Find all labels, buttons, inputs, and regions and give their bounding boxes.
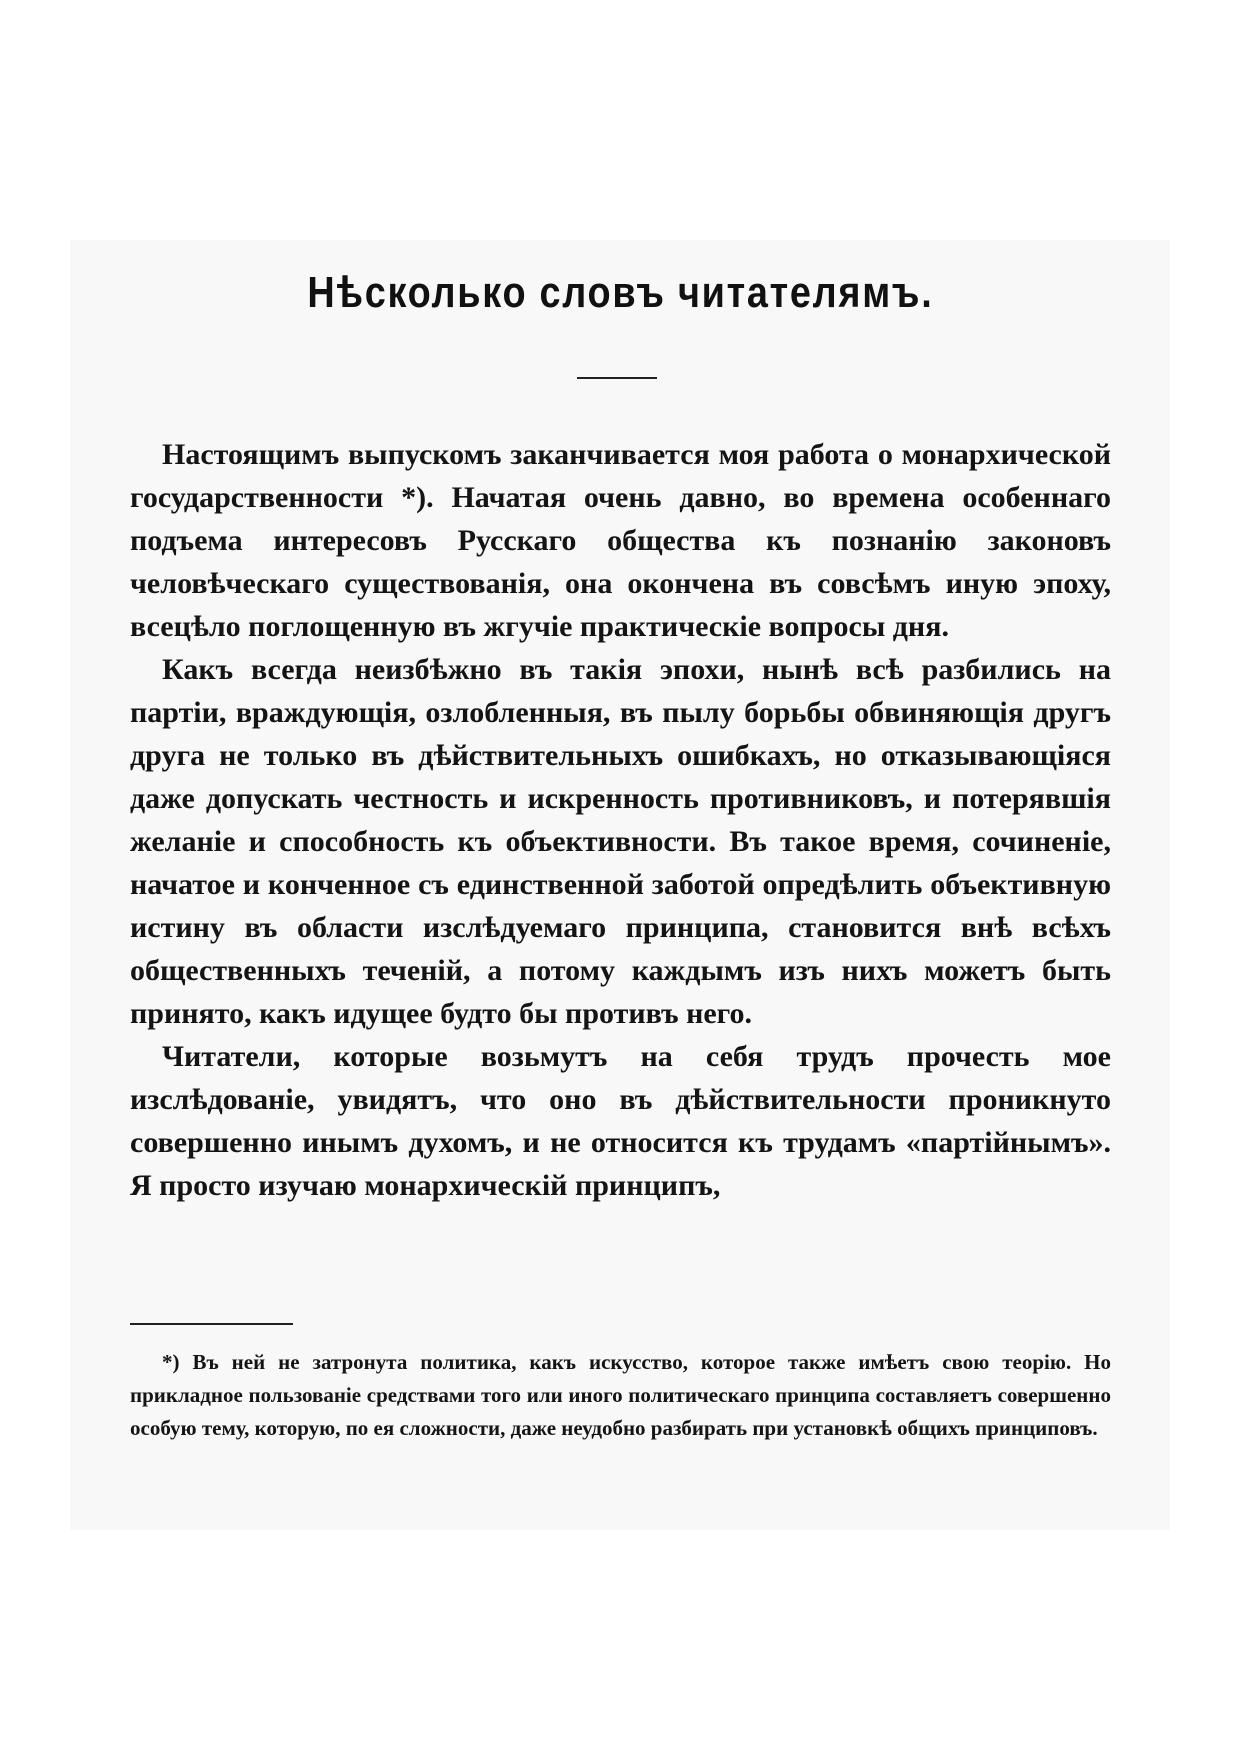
title-divider — [577, 377, 657, 379]
body-text — [130, 433, 1111, 1207]
footnote-divider — [130, 1323, 293, 1325]
paragraph-3: Читатели, которые возьмутъ на себя трудъ прочесть мое изслѣдованіе, увидятъ, что оно въ дѣйствительности проникнуто совершенно инымъ духомъ, и не относится къ трудамъ «партійнымъ». Я просто изучаю монархическій принципъ, — [130, 1040, 1111, 1202]
paragraph-2: Какъ всегда неизбѣжно въ такія эпохи, нынѣ всѣ разбились на партіи, враждующія, озлобленныя, въ пылу борьбы обвиняющія другъ друга не только въ дѣйствительныхъ ошибкахъ, но отказывающіяся даже допускать честность и искренность противниковъ, и потерявшія желаніе и способность къ объективности. Въ такое время, сочиненіе, начатое и конченное съ единственной заботой опредѣлить объективную истину въ области изслѣдуемаго принципа, становится внѣ всѣхъ общественныхъ теченій, а потому каждымъ изъ нихъ можетъ быть принято, какъ идущее будто бы противъ него. — [130, 653, 1111, 1030]
page-title: Нѣсколько словъ читателямъ. — [307, 268, 934, 317]
footnote: *) Въ ней не затронута политика, какъ искусство, которое также имѣетъ свою теорію. Но прикладное пользованіе средствами того или иного политическаго принципа составляетъ совершенно особую тему, которую, по ея сложности, даже неудобно разбирать при установкѣ общихъ принциповъ. — [130, 1350, 1111, 1440]
paragraph-1: Настоящимъ выпускомъ заканчивается моя работа о монархической государственности *). Начатая очень давно, во времена особеннаго подъема интересовъ Русскаго общества къ познанію законовъ человѣческаго существованія, она окончена въ совсѣмъ иную эпоху, всецѣло поглощенную въ жгучіе практическіе вопросы дня. — [130, 438, 1111, 643]
